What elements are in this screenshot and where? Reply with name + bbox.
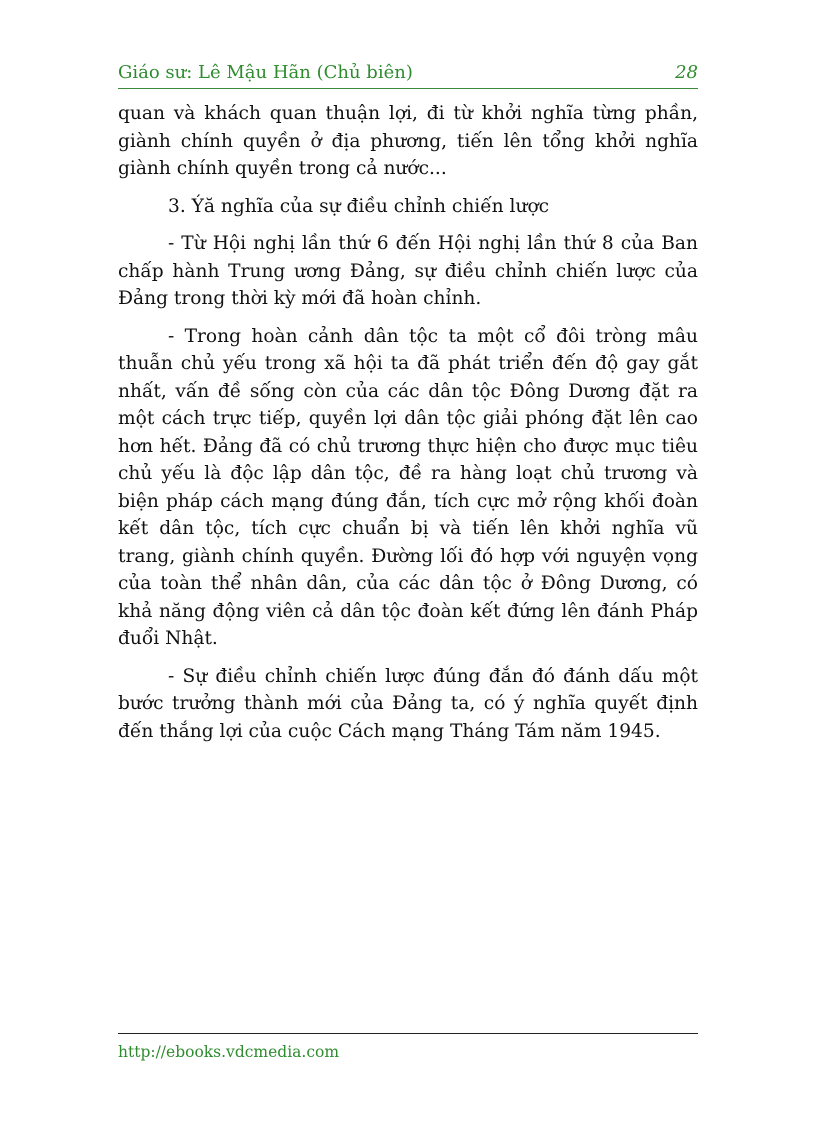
- footer-link[interactable]: http://ebooks.vdcmedia.com: [118, 1043, 340, 1061]
- book-title: Giáo sư: Lê Mậu Hãn (Chủ biên): [118, 62, 413, 83]
- page-body: [118, 100, 698, 755]
- paragraph: - Sự điều chỉnh chiến lược đúng đắn đó đánh dấu một bước trưởng thành mới của Đảng ta, có ý nghĩa quyết định đến thắng lợi của cuộc Cách mạng Tháng Tám năm 1945.: [118, 665, 698, 742]
- paragraph: - Từ Hội nghị lần thứ 6 đến Hội nghị lần thứ 8 của Ban chấp hành Trung ương Đảng, sự điều chỉnh chiến lược của Đảng trong thời kỳ mới đã hoàn chỉnh.: [118, 233, 698, 309]
- section-heading: 3. Ýă nghĩa của sự điều chỉnh chiến lược: [168, 195, 550, 217]
- footer-divider: [118, 1033, 698, 1034]
- paragraph-continuation: quan và khách quan thuận lợi, đi từ khởi nghĩa từng phần, giành chính quyền ở địa phương, tiến lên tổng khởi nghĩa giành chính quyền trong cả nước...: [118, 103, 698, 179]
- paragraph: - Trong hoàn cảnh dân tộc ta một cổ đôi tròng mâu thuẫn chủ yếu trong xã hội ta đã phát triển đến độ gay gắt nhất, vấn đề sống còn của các dân tộc Đông Dương đặt ra một cách trực tiếp, quyền lợi dân tộc giải phóng đặt lên cao hơn hết. Đảng đã có chủ trương thực hiện cho được mục tiêu chủ yếu là độc lập dân tộc, đề ra hàng loạt chủ trương và biện pháp cách mạng đúng đắn, tích cực mở rộng khối đoàn kết dân tộc, tích cực chuẩn bị và tiến lên khởi nghĩa vũ trang, giành chính quyền. Đường lối đó hợp với nguyện vọng của toàn thể nhân dân, của các dân tộc ở Đông Dương, có khả năng động viên cả dân tộc đoàn kết đứng lên đánh Pháp đuổi Nhật.: [118, 325, 698, 649]
- page-header: [118, 62, 698, 89]
- page-number: 28: [675, 62, 698, 83]
